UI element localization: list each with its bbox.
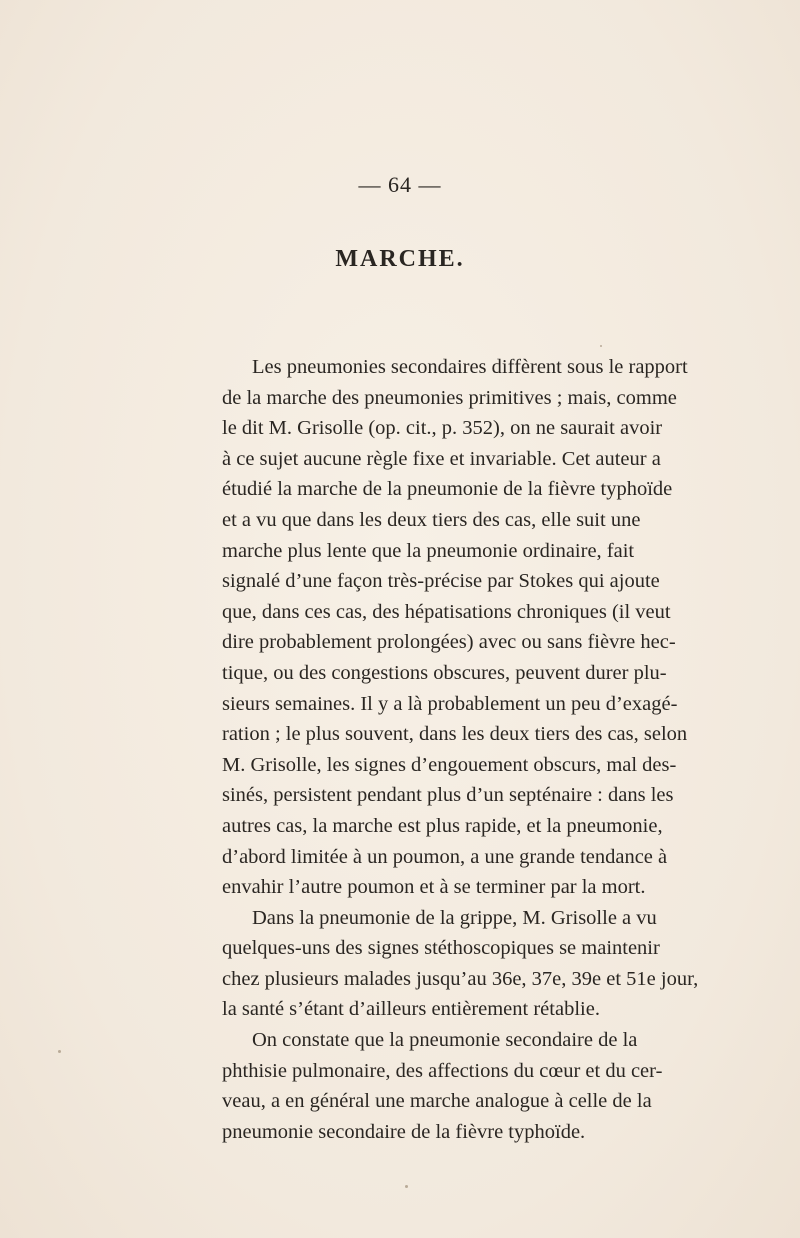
text-line: et a vu que dans les deux tiers des cas, elle suit une	[222, 508, 641, 531]
text-line: phthisie pulmonaire, des affections du cœur et du cer-	[222, 1059, 663, 1082]
text-line: envahir l’autre poumon et à se terminer par la mort.	[222, 876, 646, 899]
text-line: le dit M. Grisolle (op. cit., p. 352), on ne saurait avoir	[222, 417, 663, 440]
section-title: MARCHE.	[335, 246, 465, 272]
text-line: sieurs semaines. Il y a là probablement un peu d’exagé-	[222, 692, 678, 715]
text-line: pneumonie secondaire de la fièvre typhoïde.	[222, 1120, 586, 1143]
text-line: dire probablement prolongées) avec ou sans fièvre hec-	[222, 631, 676, 654]
text-line: à ce sujet aucune règle fixe et invariable. Cet auteur a	[222, 447, 661, 470]
text-line: Dans la pneumonie de la grippe, M. Grisolle a vu	[252, 906, 657, 929]
text-line: marche plus lente que la pneumonie ordinaire, fait	[222, 539, 635, 562]
text-line: chez plusieurs malades jusqu’au 36e, 37e, 39e et 51e jour,	[222, 967, 699, 990]
text-line: de la marche des pneumonies primitives ; mais, comme	[222, 386, 677, 409]
text-line: étudié la marche de la pneumonie de la fièvre typhoïde	[222, 478, 673, 501]
text-line: M. Grisolle, les signes d’engouement obscurs, mal des-	[222, 753, 677, 776]
paper-speck	[58, 1050, 61, 1053]
paper-speck	[405, 1185, 408, 1188]
paper-speck	[600, 345, 602, 347]
text-line: signalé d’une façon très-précise par Stokes qui ajoute	[222, 570, 660, 593]
text-line: d’abord limitée à un poumon, a une grande tendance à	[222, 845, 668, 868]
text-line: sinés, persistent pendant plus d’un septénaire : dans les	[222, 784, 674, 807]
text-line: Les pneumonies secondaires diffèrent sous le rapport	[252, 356, 688, 378]
text-line: la santé s’étant d’ailleurs entièrement rétablie.	[222, 998, 600, 1021]
body-text	[222, 352, 699, 1147]
text-line: tique, ou des congestions obscures, peuvent durer plu-	[222, 661, 667, 684]
text-line: quelques-uns des signes stéthoscopiques se maintenir	[222, 937, 660, 960]
text-line: ration ; le plus souvent, dans les deux tiers des cas, selon	[222, 723, 688, 746]
text-line: autres cas, la marche est plus rapide, et la pneumonie,	[222, 814, 663, 837]
text-line: veau, a en général une marche analogue à celle de la	[222, 1090, 652, 1113]
text-line: On constate que la pneumonie secondaire de la	[252, 1029, 638, 1052]
text-line: que, dans ces cas, des hépatisations chroniques (il veut	[222, 600, 671, 623]
page-number: — 64 —	[358, 172, 442, 197]
